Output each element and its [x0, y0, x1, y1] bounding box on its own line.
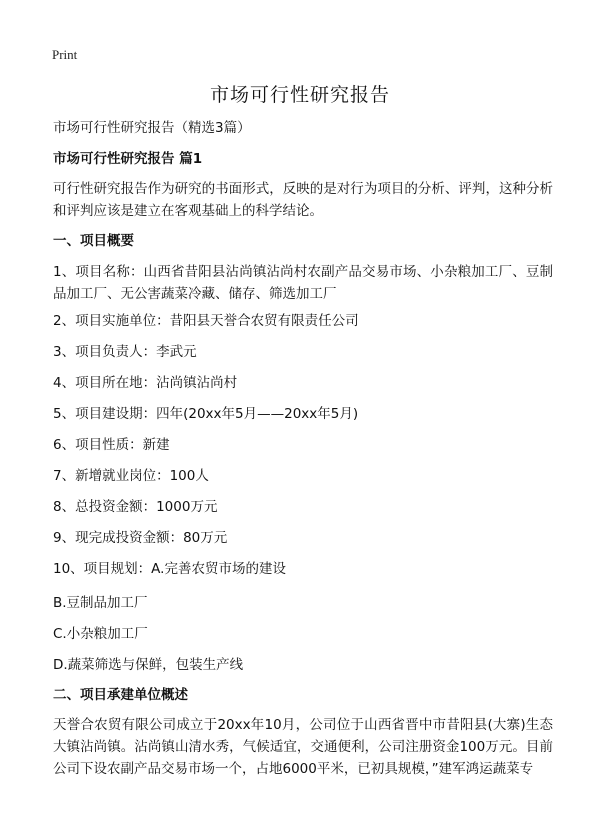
contractor-paragraph: 天誉合农贸有限公司成立于20xx年10月，公司位于山西省晋中市昔阳县(大寨)生态大镇沾尚镇。沾尚镇山清水秀，气候适宜，交通便利，公司注册资金100万元。目前公司下设农副产品交易市场一个，占地6000平米，已初具规模，”建军鸿运蔬菜专 — [53, 717, 553, 777]
list-item: 5、项目建设期：四年(20xx年5月——20xx年5月) — [53, 406, 359, 422]
list-item: 10、项目规划：A.完善农贸市场的建设 — [53, 561, 286, 577]
list-item: 4、项目所在地：沾尚镇沾尚村 — [53, 375, 238, 391]
document-subtitle: 市场可行性研究报告（精选3篇） — [53, 120, 251, 136]
section-heading: 市场可行性研究报告 篇1 — [53, 151, 203, 167]
list-item: 8、总投资金额：1000万元 — [53, 499, 218, 515]
list-item: 3、项目负责人：李武元 — [53, 344, 197, 360]
print-link[interactable]: Print — [52, 47, 78, 62]
document-title: 市场可行性研究报告 — [209, 84, 390, 106]
heading-project-overview: 一、项目概要 — [53, 233, 134, 249]
list-item: B.豆制品加工厂 — [53, 595, 148, 611]
list-item: 2、项目实施单位：昔阳县天誉合农贸有限责任公司 — [53, 313, 359, 329]
list-item: D.蔬菜筛选与保鲜，包装生产线 — [53, 657, 244, 673]
list-item: C.小杂粮加工厂 — [53, 626, 148, 642]
list-item: 6、项目性质：新建 — [53, 437, 170, 453]
list-item: 1、项目名称：山西省昔阳县沾尚镇沾尚村农副产品交易市场、小杂粮加工厂、豆制品加工厂、无公害蔬菜冷藏、储存、筛选加工厂 — [53, 264, 553, 302]
list-item: 9、现完成投资金额：80万元 — [53, 530, 228, 546]
intro-paragraph: 可行性研究报告作为研究的书面形式，反映的是对行为项目的分析、评判，这种分析和评判应该是建立在客观基础上的科学结论。 — [53, 181, 553, 219]
list-item: 7、新增就业岗位：100人 — [53, 468, 209, 484]
heading-contractor-overview: 二、项目承建单位概述 — [53, 687, 188, 703]
